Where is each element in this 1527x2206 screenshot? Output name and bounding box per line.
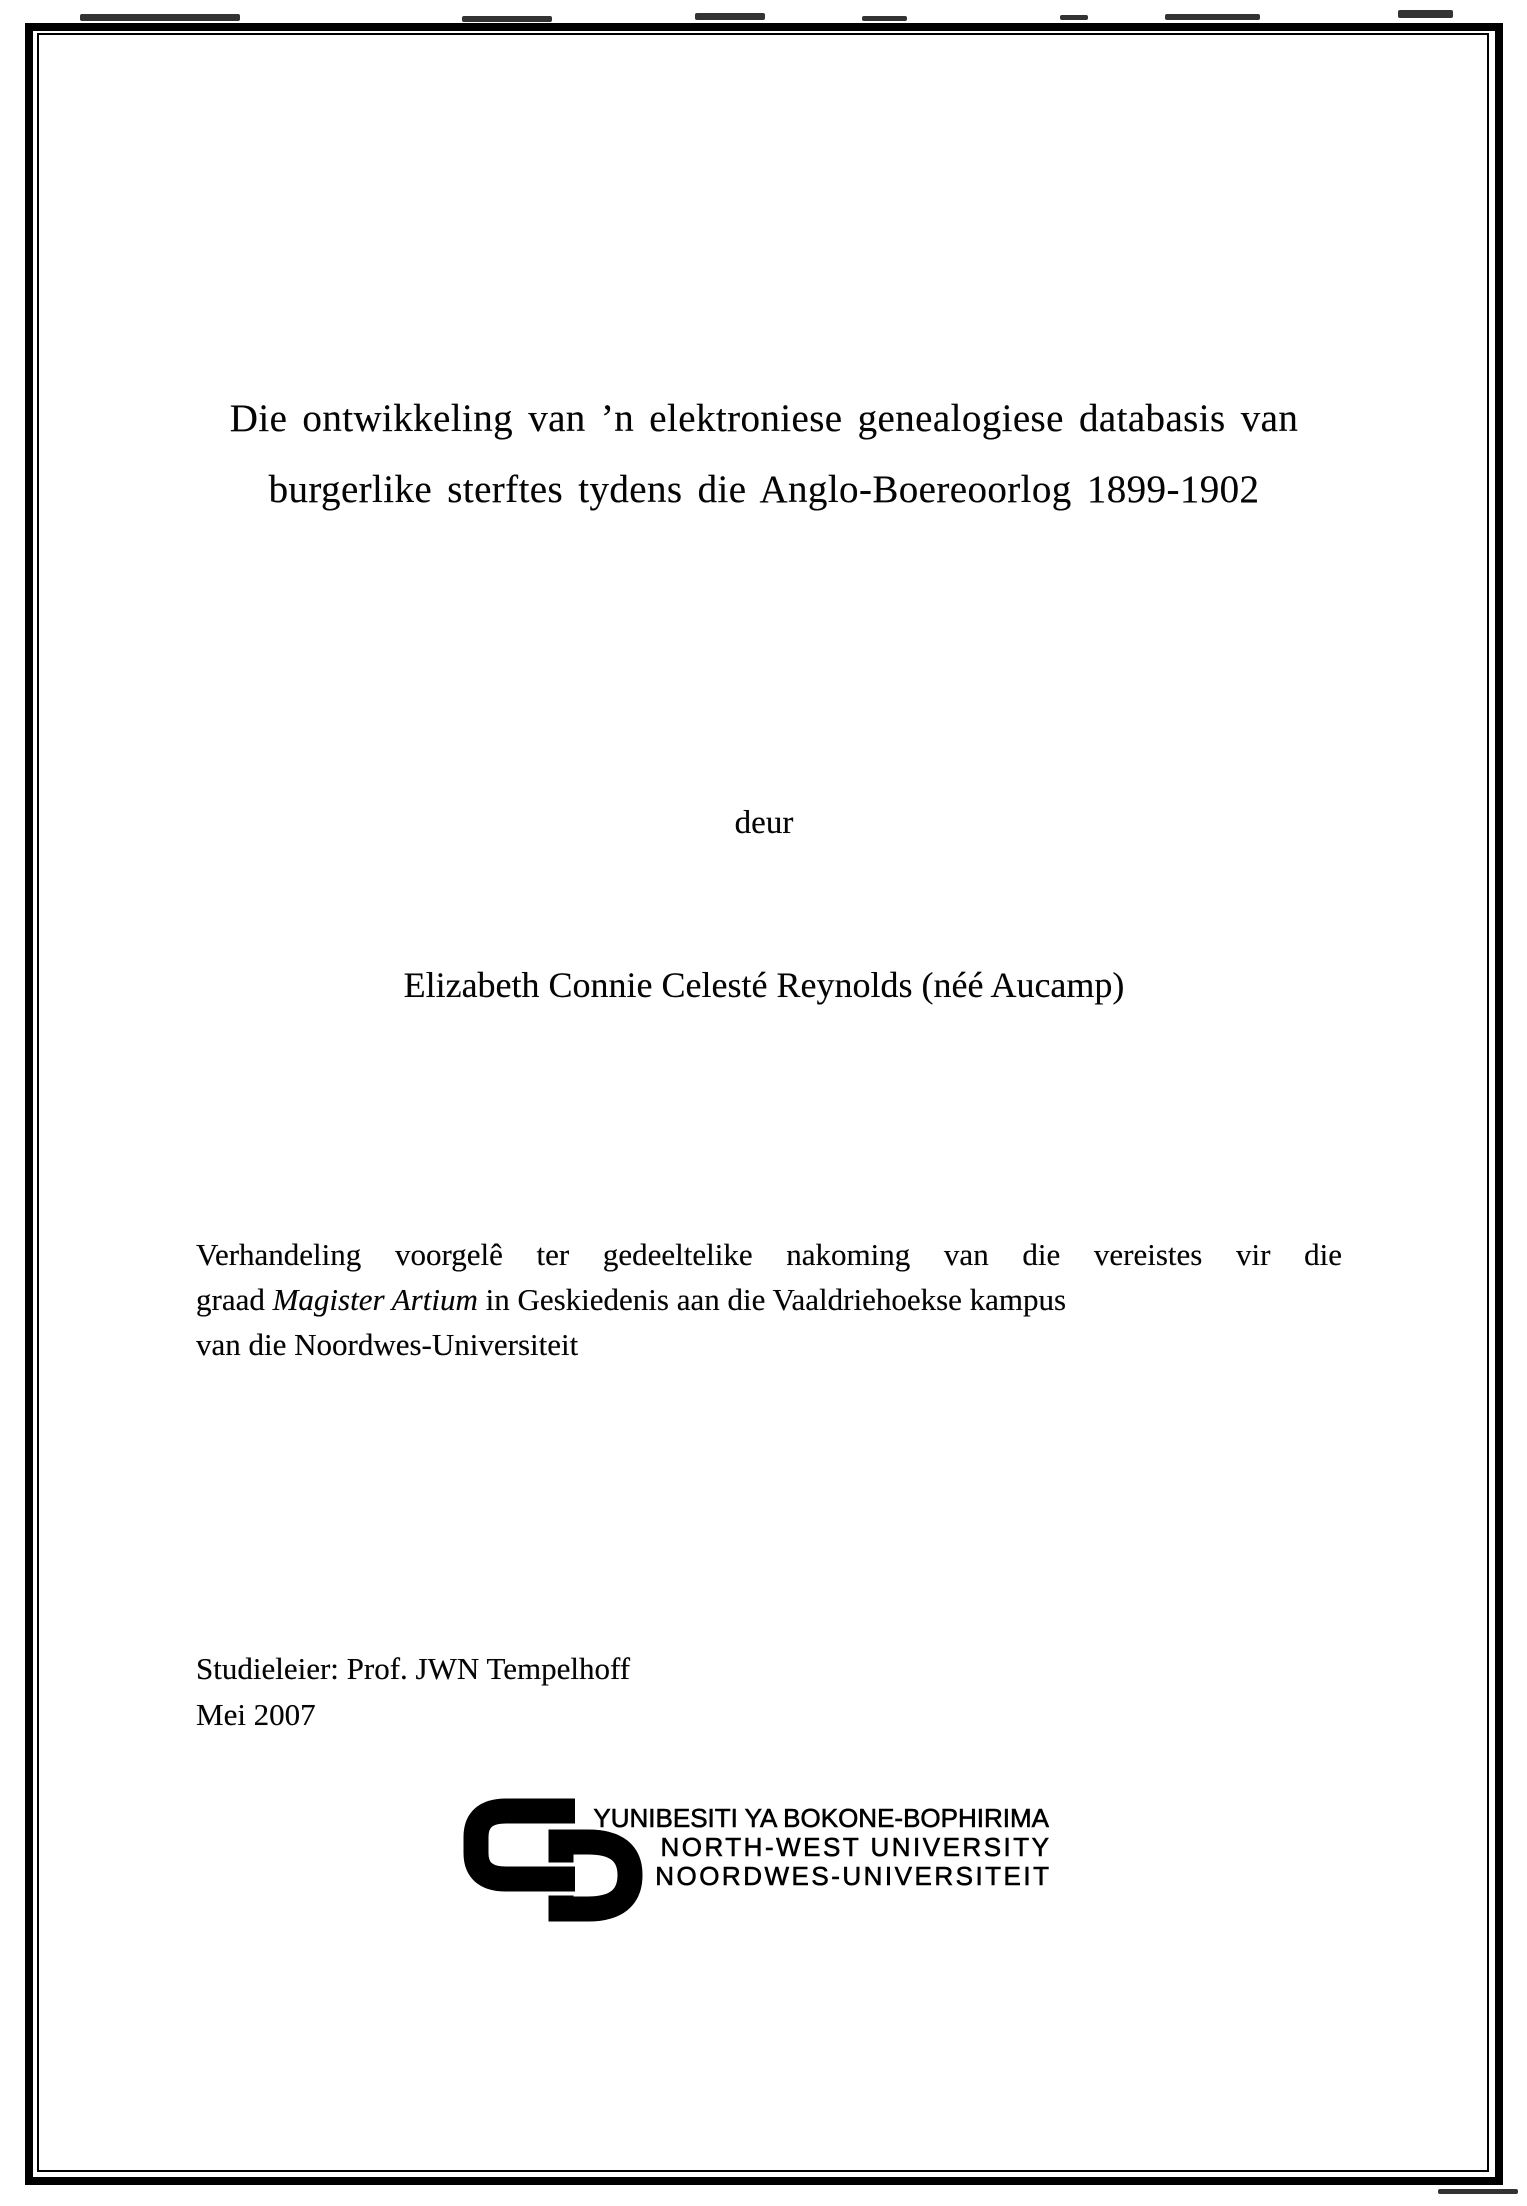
thesis-statement (196, 1232, 1342, 1367)
author-name: Elizabeth Connie Celesté Reynolds (néé Aucamp) (403, 965, 1125, 1005)
scan-artifact (462, 16, 552, 22)
supervisor-block (196, 1646, 1096, 1738)
scan-artifact (80, 14, 240, 21)
logo-line-afrikaans: NOORDWES-UNIVERSITEIT (655, 1861, 1052, 1891)
logo-line-setswana: YUNIBESITI YA BOKONE-BOPHIRIMA (593, 1803, 1049, 1833)
scan-artifact (1438, 2189, 1518, 2194)
university-logo-text (588, 1803, 1052, 1891)
byline: deur (734, 805, 794, 841)
logo-line-english: NORTH-WEST UNIVERSITY (660, 1832, 1052, 1862)
scan-artifact (1060, 15, 1088, 20)
thesis-title-line2: burgerlike sterftes tydens die Anglo-Boereoorlog 1899-1902 (268, 468, 1260, 511)
statement-line1: Verhandeling voorgelê ter gedeeltelike nakoming van die vereistes vir die (196, 1237, 1342, 1272)
statement-line3: van die Noordwes-Universiteit (196, 1327, 579, 1362)
scan-artifact (862, 16, 907, 21)
statement-line2-pre: graad (196, 1282, 265, 1317)
thesis-title-line1: Die ontwikkeling van ’n elektroniese genealogiese databasis van (229, 397, 1299, 440)
thesis-title (189, 383, 1339, 525)
statement-line2-degree: Magister Artium (272, 1282, 478, 1317)
scan-artifact (1398, 10, 1453, 18)
statement-line2-post: in Geskiedenis aan die Vaaldriehoekse kampus (485, 1282, 1067, 1317)
statement-line2 (196, 1277, 1342, 1322)
supervisor-line: Studieleier: Prof. JWN Tempelhoff (196, 1651, 631, 1686)
scan-artifact (695, 13, 765, 20)
scan-artifact (1165, 14, 1260, 20)
date-line: Mei 2007 (196, 1697, 316, 1732)
